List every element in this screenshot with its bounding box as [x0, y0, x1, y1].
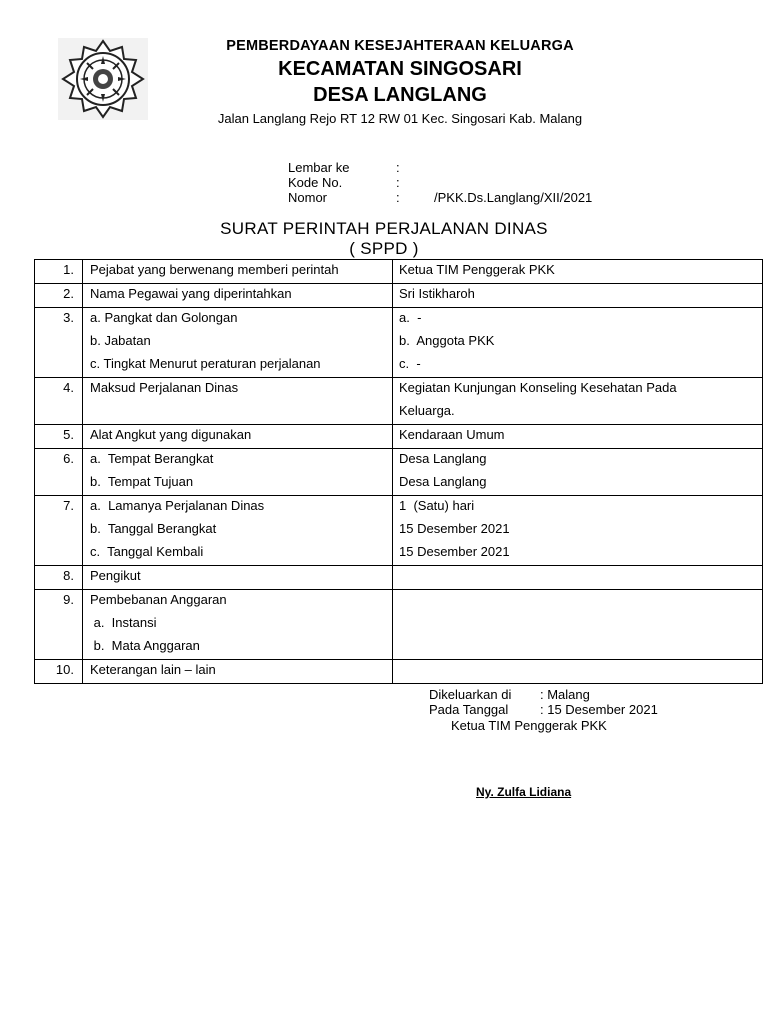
row-number — [35, 449, 83, 496]
lembar-label: Lembar ke — [288, 160, 350, 175]
row-label: Keterangan lain – lain — [90, 662, 216, 677]
row-label: a. Pangkat dan Golongan — [90, 310, 238, 325]
row-number — [35, 308, 83, 378]
row-number-text: 1. — [63, 262, 74, 277]
row-label: Pengikut — [90, 568, 141, 583]
table-row — [35, 660, 763, 684]
row-value-cell — [393, 260, 763, 284]
signer-name: Ny. Zulfa Lidiana — [476, 785, 572, 799]
row-label: Maksud Perjalanan Dinas — [90, 380, 239, 395]
row-label-cell — [83, 308, 393, 378]
row-label: b. Mata Anggaran — [90, 638, 200, 653]
signer-position: Ketua TIM Penggerak PKK — [451, 718, 607, 733]
row-number-text: 10. — [55, 662, 74, 677]
row-number-text: 4. — [63, 380, 74, 395]
row-label: Nama Pegawai yang diperintahkan — [90, 286, 292, 301]
row-number — [35, 496, 83, 566]
row-value-cell — [393, 566, 763, 590]
row-value — [399, 613, 762, 636]
row-value-cell — [393, 378, 763, 425]
row-value: 1 (Satu) hari — [399, 498, 475, 513]
sppd-table — [34, 259, 763, 684]
row-number — [35, 284, 83, 308]
row-value: c. - — [399, 356, 421, 371]
row-number — [35, 590, 83, 660]
nomor-label: Nomor — [288, 190, 328, 205]
row-number-text: 5. — [63, 427, 74, 442]
lembar-colon: : — [396, 160, 400, 175]
row-label: b. Tanggal Berangkat — [90, 521, 217, 536]
row-label-cell — [83, 449, 393, 496]
row-value-cell — [393, 449, 763, 496]
table-row — [35, 425, 763, 449]
address-line: Jalan Langlang Rejo RT 12 RW 01 Kec. Singosari Kab. Malang — [217, 111, 583, 126]
row-value-cell — [393, 308, 763, 378]
row-label: a. Tempat Berangkat — [90, 451, 214, 466]
table-row — [35, 496, 763, 566]
row-number — [35, 660, 83, 684]
row-number — [35, 260, 83, 284]
row-label-cell — [83, 378, 393, 425]
table-row — [35, 260, 763, 284]
row-label-cell — [83, 566, 393, 590]
row-value: Desa Langlang — [399, 451, 487, 466]
row-value-cell — [393, 284, 763, 308]
row-value — [399, 566, 762, 589]
row-value-cell — [393, 496, 763, 566]
row-label: c. Tanggal Kembali — [90, 544, 204, 559]
row-number — [35, 566, 83, 590]
row-value: b. Anggota PKK — [399, 333, 495, 348]
document-subtitle: ( SPPD ) — [349, 239, 419, 258]
kode-label: Kode No. — [288, 175, 343, 190]
row-number-text: 3. — [63, 310, 74, 325]
row-label: Pejabat yang berwenang memberi perintah — [90, 262, 339, 277]
row-value — [399, 660, 762, 683]
issued-label: Dikeluarkan di — [429, 687, 512, 702]
row-value: Ketua TIM Penggerak PKK — [399, 262, 555, 277]
row-number-text: 7. — [63, 498, 74, 513]
emblem-seal-icon — [58, 38, 148, 120]
row-value: Kendaraan Umum — [399, 427, 505, 442]
row-label-cell — [83, 284, 393, 308]
row-number — [35, 378, 83, 425]
row-number-text: 2. — [63, 286, 74, 301]
district-heading: KECAMATAN SINGOSARI — [278, 58, 522, 80]
row-value — [399, 590, 762, 613]
row-label: b. Jabatan — [90, 333, 151, 348]
row-label-cell — [83, 496, 393, 566]
org-heading: PEMBERDAYAAN KESEJAHTERAAN KELUARGA — [226, 38, 574, 54]
row-label-cell — [83, 260, 393, 284]
row-label: a. Lamanya Perjalanan Dinas — [90, 498, 265, 513]
row-label: Alat Angkut yang digunakan — [90, 427, 252, 442]
row-value-cell — [393, 660, 763, 684]
row-label: c. Tingkat Menurut peraturan perjalanan — [90, 356, 321, 371]
document-title: SURAT PERINTAH PERJALANAN DINAS — [220, 219, 548, 238]
village-heading: DESA LANGLANG — [313, 84, 487, 106]
row-value: Sri Istikharoh — [399, 286, 475, 301]
nomor-colon: : — [396, 190, 400, 205]
row-label: a. Instansi — [90, 615, 157, 630]
table-row — [35, 284, 763, 308]
table-row — [35, 308, 763, 378]
row-value: 15 Desember 2021 — [399, 521, 510, 536]
row-value — [399, 636, 762, 659]
row-value: Desa Langlang — [399, 474, 487, 489]
table-row — [35, 566, 763, 590]
row-label-cell — [83, 590, 393, 660]
row-label — [90, 401, 392, 424]
nomor-value: /PKK.Ds.Langlang/XII/2021 — [434, 190, 593, 205]
date-value: : 15 Desember 2021 — [540, 702, 658, 717]
table-row — [35, 449, 763, 496]
row-label: b. Tempat Tujuan — [90, 474, 194, 489]
row-value: 15 Desember 2021 — [399, 544, 510, 559]
date-label: Pada Tanggal — [429, 702, 509, 717]
row-number — [35, 425, 83, 449]
row-value: a. - — [399, 310, 422, 325]
row-value-cell — [393, 590, 763, 660]
row-label: Pembebanan Anggaran — [90, 592, 227, 607]
row-number-text: 6. — [63, 451, 74, 466]
kode-colon: : — [396, 175, 400, 190]
row-number-text: 9. — [63, 592, 74, 607]
issued-value: : Malang — [540, 687, 590, 702]
table-row — [35, 378, 763, 425]
row-label-cell — [83, 660, 393, 684]
table-row — [35, 590, 763, 660]
row-value-cell — [393, 425, 763, 449]
row-number-text: 8. — [63, 568, 74, 583]
row-label-cell — [83, 425, 393, 449]
row-value: Kegiatan Kunjungan Konseling Kesehatan Pada — [399, 380, 677, 395]
row-value: Keluarga. — [399, 403, 455, 418]
